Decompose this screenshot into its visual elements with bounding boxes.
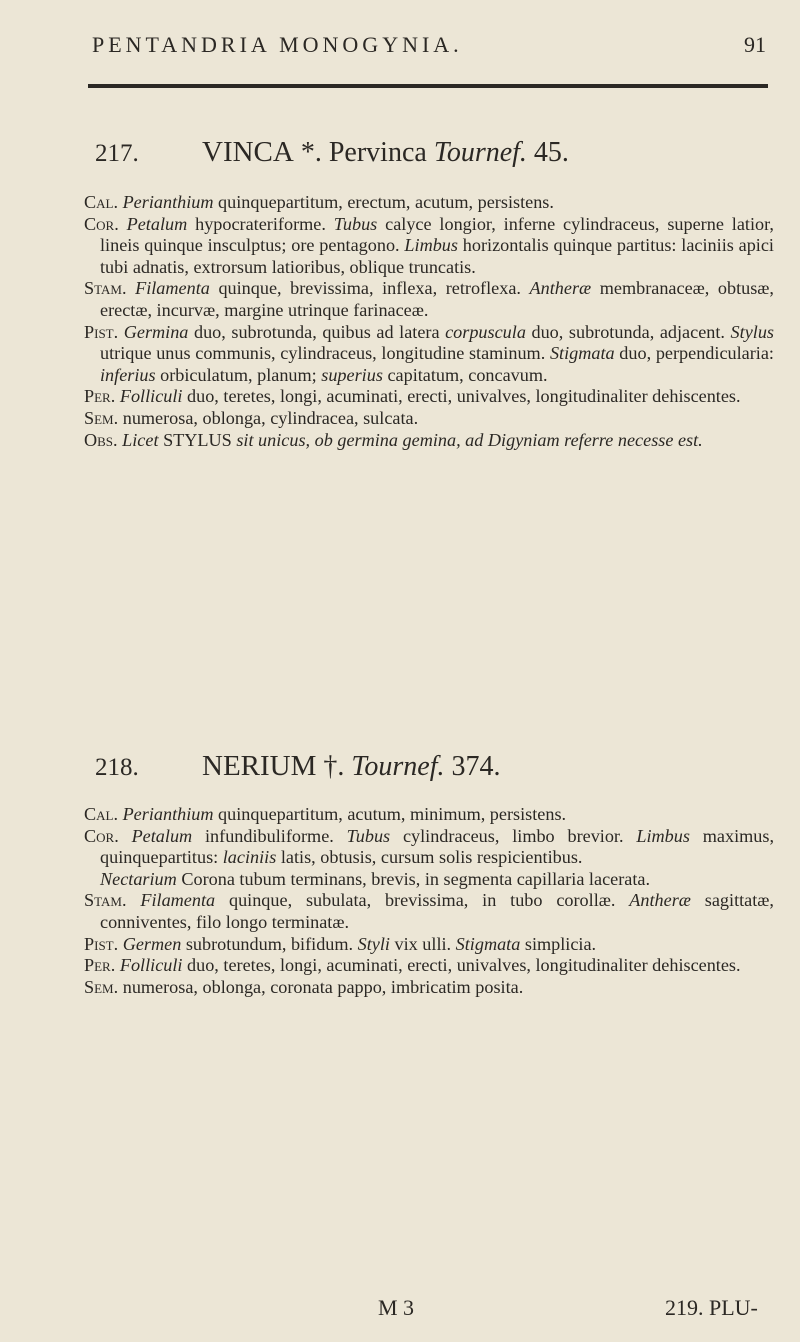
italic-term: Limbus (636, 825, 690, 846)
catchword: 219. PLU- (665, 1295, 758, 1320)
entry-text: maximus, quinquepartitus: (100, 825, 774, 868)
header-rule (88, 84, 768, 88)
description-entry (84, 430, 774, 452)
running-title: PENTANDRIA MONOGYNIA. (92, 32, 463, 57)
italic-term: Germen (122, 933, 182, 954)
italic-term: corpuscula (445, 321, 526, 342)
italic-term: Antheræ (629, 890, 691, 911)
italic-term: Perianthium (122, 804, 214, 824)
description-entry (84, 826, 774, 869)
description-entry (84, 214, 774, 279)
genus-reference: 45. (533, 137, 569, 168)
entry-label: Cal. (84, 192, 123, 212)
entry-text: duo, subrotunda, adjacent. (525, 321, 731, 342)
italic-term: Antheræ (529, 278, 592, 299)
entry-label: Sem. (84, 407, 123, 428)
genus-mark: * (300, 137, 315, 168)
entry-text: numerosa, oblonga, coronata pappo, imbricatim posita. (122, 976, 524, 997)
description-entry (84, 934, 774, 956)
genus-description-vinca (84, 192, 774, 451)
entry-text: quinquepartitum, erectum, acutum, persistens. (213, 192, 554, 212)
italic-term: laciniis (222, 847, 277, 868)
genus-reference: 374. (451, 751, 501, 782)
entry-text: cylindraceus, limbo brevior. (390, 825, 637, 846)
entry-text: orbiculatum, planum; (155, 364, 322, 385)
italic-term: Nectarium (100, 868, 177, 889)
description-entry (84, 869, 774, 891)
description-entry (84, 322, 774, 387)
italic-term: Petalum (126, 213, 188, 234)
entry-label: Cal. (84, 804, 123, 824)
genus-authority: Tournef. (433, 137, 527, 168)
italic-term: Filamenta (140, 890, 216, 911)
entry-label: Per. (84, 955, 120, 976)
entry-text: sagittatæ, conniventes, filo longo terminatæ. (100, 890, 774, 932)
description-entry (84, 804, 774, 826)
entry-text: quinque, subulata, brevissima, in tubo corollæ. (215, 890, 630, 911)
genus-number: 217. (95, 140, 139, 167)
genus-description-nerium (84, 804, 774, 998)
genus-heading-vinca: 217. VINCA *. Pervinca Tournef. 45. (95, 136, 569, 168)
entry-text: utrique unus communis, cylindraceus, longitudine staminum. (100, 343, 550, 364)
entry-text: duo, teretes, longi, acuminati, erecti, univalves, longitudinaliter dehiscentes. (182, 955, 741, 976)
description-entry (84, 408, 774, 430)
genus-name: NERIUM (202, 750, 317, 782)
italic-term: Folliculi (119, 386, 183, 407)
entry-label: Pist. (84, 933, 123, 954)
entry-label: Cor. (84, 213, 127, 234)
italic-term: Perianthium (122, 192, 214, 212)
genus-common-name: Pervinca (328, 137, 427, 168)
entry-label: Stam. (84, 890, 141, 911)
entry-text: membranaceæ, obtusæ, erectæ, incurvæ, margine utrinque farinaceæ. (100, 278, 774, 320)
entry-text: subrotundum, bifidum. (181, 933, 358, 954)
description-entry (84, 955, 774, 977)
entry-label: Cor. (84, 825, 132, 846)
entry-text: duo, subrotunda, quibus ad latera (188, 321, 446, 342)
entry-text: vix ulli. (389, 933, 456, 954)
genus-name: VINCA (202, 136, 294, 168)
entry-text: quinquepartitum, acutum, minimum, persistens. (213, 804, 567, 824)
italic-term: Tubus (346, 825, 391, 846)
entry-label: Stam. (84, 278, 136, 299)
italic-term: inferius (100, 364, 156, 385)
entry-text: numerosa, oblonga, cylindracea, sulcata. (122, 407, 419, 428)
italic-term: Stigmata (455, 933, 521, 954)
description-entry (84, 192, 774, 214)
italic-term: Folliculi (119, 955, 183, 976)
entry-label: Pist. (84, 321, 124, 342)
italic-term: superius (321, 364, 383, 385)
entry-text: Corona tubum terminans, brevis, in segmenta capillaria lacerata. (176, 868, 651, 889)
entry-text: simplicia. (520, 933, 597, 954)
entry-text: calyce longior, inferne cylindraceus, superne latior, lineis quinque insculptus; ore pentagono. (100, 213, 774, 256)
italic-term: Licet (122, 429, 159, 450)
italic-term: Stigmata (549, 343, 615, 364)
entry-text: duo, teretes, longi, acuminati, erecti, univalves, longitudinaliter dehiscentes. (182, 386, 741, 407)
genus-number: 218. (95, 754, 139, 781)
entry-text: latis, obtusis, cursum solis respicientibus. (276, 847, 583, 868)
italic-term: Petalum (131, 825, 193, 846)
genus-heading-nerium: 218. NERIUM †. Tournef. 374. (95, 750, 501, 782)
description-entry (84, 386, 774, 408)
page-number: 91 (744, 32, 766, 57)
italic-term: Filamenta (135, 278, 210, 299)
italic-term: sit unicus, ob germina gemina, ad Digyniam referre necesse est. (236, 429, 703, 450)
italic-term: Tubus (333, 213, 378, 234)
entry-text: capitatum, concavum. (382, 364, 548, 385)
italic-term: Germina (123, 321, 189, 342)
entry-label: Sem. (84, 976, 123, 997)
italic-term: Styli (357, 933, 390, 954)
entry-label: Per. (84, 386, 120, 407)
description-entry (84, 890, 774, 933)
entry-text: horizontalis quinque partitus: laciniis apici tubi adnatis, extrorsum latioribus, oblique truncatis. (100, 235, 774, 277)
italic-term: Stylus (730, 321, 774, 342)
italic-term: Limbus (404, 235, 458, 256)
entry-label: Obs. (84, 429, 123, 450)
entry-text: hypocrateriforme. (187, 213, 334, 234)
entry-text: quinque, brevissima, inflexa, retroflexa. (209, 278, 530, 299)
entry-text: STYLUS (158, 429, 237, 450)
description-entry (84, 977, 774, 999)
genus-mark: † (323, 751, 338, 782)
entry-text: duo, perpendicularia: (614, 343, 774, 364)
genus-authority: Tournef. (351, 751, 445, 782)
signature-mark: M 3 (378, 1295, 415, 1320)
entry-text: infundibuliforme. (192, 825, 347, 846)
description-entry (84, 278, 774, 321)
